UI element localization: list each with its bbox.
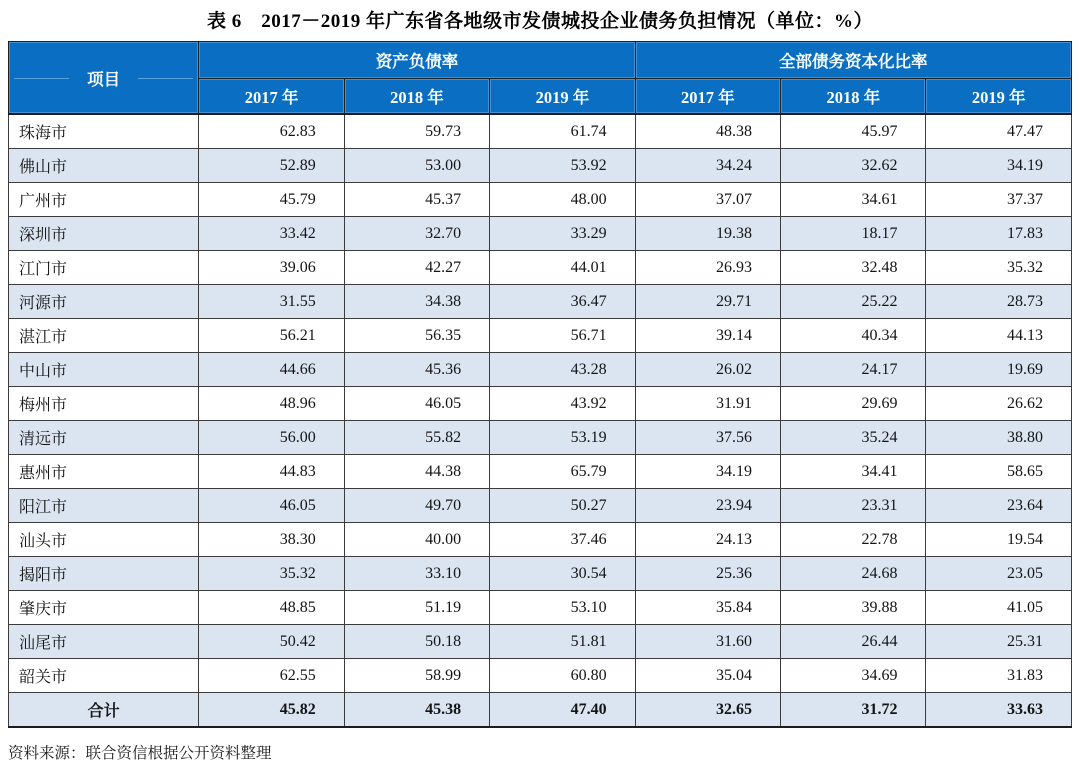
value-cell: 62.55 (199, 659, 344, 693)
value-cell: 49.70 (344, 489, 489, 523)
table-row (9, 353, 1072, 387)
value-cell: 34.24 (635, 149, 780, 183)
value-cell: 45.82 (199, 693, 344, 728)
value-cell: 23.94 (635, 489, 780, 523)
value-cell: 53.10 (490, 591, 635, 625)
value-cell: 55.82 (344, 421, 489, 455)
value-cell: 31.72 (781, 693, 926, 728)
city-name-cell: 广州市 (9, 183, 199, 217)
table-title: 表 6 2017－2019 年广东省各地级市发债城投企业债务负担情况（单位：%） (206, 11, 873, 32)
value-cell: 33.42 (199, 217, 344, 251)
value-cell: 43.92 (490, 387, 635, 421)
value-cell: 59.73 (344, 114, 489, 149)
city-name-cell: 阳江市 (9, 489, 199, 523)
value-cell: 22.78 (781, 523, 926, 557)
value-cell: 26.93 (635, 251, 780, 285)
table-row (9, 285, 1072, 319)
value-cell: 39.14 (635, 319, 780, 353)
value-cell: 53.92 (490, 149, 635, 183)
table-row (9, 659, 1072, 693)
value-cell: 56.71 (490, 319, 635, 353)
value-cell: 24.68 (781, 557, 926, 591)
value-cell: 31.55 (199, 285, 344, 319)
table-row (9, 591, 1072, 625)
value-cell: 56.21 (199, 319, 344, 353)
table-row (9, 114, 1072, 149)
value-cell: 34.19 (635, 455, 780, 489)
value-cell: 19.54 (926, 523, 1072, 557)
value-cell: 38.80 (926, 421, 1072, 455)
value-cell: 56.00 (199, 421, 344, 455)
value-cell: 31.91 (635, 387, 780, 421)
value-cell: 44.83 (199, 455, 344, 489)
table-row (9, 251, 1072, 285)
total-row (9, 693, 1072, 728)
value-cell: 29.69 (781, 387, 926, 421)
value-cell: 50.27 (490, 489, 635, 523)
city-name-cell: 揭阳市 (9, 557, 199, 591)
value-cell: 52.89 (199, 149, 344, 183)
city-name-cell: 深圳市 (9, 217, 199, 251)
city-name-cell: 汕尾市 (9, 625, 199, 659)
value-cell: 42.27 (344, 251, 489, 285)
value-cell: 40.34 (781, 319, 926, 353)
value-cell: 32.62 (781, 149, 926, 183)
value-cell: 47.47 (926, 114, 1072, 149)
value-cell: 51.81 (490, 625, 635, 659)
value-cell: 56.35 (344, 319, 489, 353)
city-name-cell: 湛江市 (9, 319, 199, 353)
value-cell: 28.73 (926, 285, 1072, 319)
value-cell: 53.00 (344, 149, 489, 183)
table-row (9, 421, 1072, 455)
value-cell: 29.71 (635, 285, 780, 319)
value-cell: 58.65 (926, 455, 1072, 489)
value-cell: 36.47 (490, 285, 635, 319)
debt-burden-table (8, 41, 1072, 728)
value-cell: 30.54 (490, 557, 635, 591)
value-cell: 47.40 (490, 693, 635, 728)
table-row (9, 217, 1072, 251)
city-name-cell: 肇庆市 (9, 591, 199, 625)
value-cell: 40.00 (344, 523, 489, 557)
value-cell: 37.37 (926, 183, 1072, 217)
value-cell: 62.83 (199, 114, 344, 149)
value-cell: 39.06 (199, 251, 344, 285)
value-cell: 44.01 (490, 251, 635, 285)
value-cell: 37.07 (635, 183, 780, 217)
table-row (9, 149, 1072, 183)
value-cell: 34.41 (781, 455, 926, 489)
value-cell: 37.56 (635, 421, 780, 455)
value-cell: 25.31 (926, 625, 1072, 659)
value-cell: 61.74 (490, 114, 635, 149)
value-cell: 41.05 (926, 591, 1072, 625)
value-cell: 46.05 (344, 387, 489, 421)
value-cell: 24.13 (635, 523, 780, 557)
city-name-cell: 江门市 (9, 251, 199, 285)
city-name-cell: 汕头市 (9, 523, 199, 557)
value-cell: 26.62 (926, 387, 1072, 421)
value-cell: 44.13 (926, 319, 1072, 353)
value-cell: 60.80 (490, 659, 635, 693)
value-cell: 19.69 (926, 353, 1072, 387)
table-body (9, 114, 1072, 727)
value-cell: 23.05 (926, 557, 1072, 591)
value-cell: 32.70 (344, 217, 489, 251)
header-year-2018-debt: 2018 年 (781, 79, 926, 115)
header-group-asset-liability-ratio: 资产负债率 (199, 42, 635, 79)
value-cell: 65.79 (490, 455, 635, 489)
value-cell: 48.38 (635, 114, 780, 149)
city-name-cell: 珠海市 (9, 114, 199, 149)
value-cell: 34.61 (781, 183, 926, 217)
value-cell: 33.29 (490, 217, 635, 251)
value-cell: 18.17 (781, 217, 926, 251)
value-cell: 34.69 (781, 659, 926, 693)
value-cell: 45.38 (344, 693, 489, 728)
city-name-cell: 韶关市 (9, 659, 199, 693)
data-source-note: 资料来源：联合资信根据公开资料整理 (8, 745, 272, 762)
value-cell: 43.28 (490, 353, 635, 387)
value-cell: 51.19 (344, 591, 489, 625)
value-cell: 39.88 (781, 591, 926, 625)
value-cell: 35.84 (635, 591, 780, 625)
table-row (9, 523, 1072, 557)
header-item-column: 项目 (9, 42, 199, 115)
value-cell: 31.60 (635, 625, 780, 659)
value-cell: 58.99 (344, 659, 489, 693)
city-name-cell: 梅州市 (9, 387, 199, 421)
value-cell: 45.36 (344, 353, 489, 387)
header-year-2018-asset: 2018 年 (344, 79, 489, 115)
value-cell: 34.19 (926, 149, 1072, 183)
value-cell: 26.02 (635, 353, 780, 387)
value-cell: 50.42 (199, 625, 344, 659)
value-cell: 25.22 (781, 285, 926, 319)
header-group-total-debt-capitalization-ratio: 全部债务资本化比率 (635, 42, 1071, 79)
table-row (9, 319, 1072, 353)
city-name-cell: 惠州市 (9, 455, 199, 489)
value-cell: 24.17 (781, 353, 926, 387)
city-name-cell: 中山市 (9, 353, 199, 387)
value-cell: 48.00 (490, 183, 635, 217)
city-name-cell: 河源市 (9, 285, 199, 319)
value-cell: 33.63 (926, 693, 1072, 728)
value-cell: 48.85 (199, 591, 344, 625)
value-cell: 17.83 (926, 217, 1072, 251)
value-cell: 23.64 (926, 489, 1072, 523)
value-cell: 50.18 (344, 625, 489, 659)
table-row (9, 387, 1072, 421)
table-row (9, 183, 1072, 217)
city-name-cell: 合计 (9, 693, 199, 728)
value-cell: 53.19 (490, 421, 635, 455)
value-cell: 31.83 (926, 659, 1072, 693)
value-cell: 45.97 (781, 114, 926, 149)
value-cell: 26.44 (781, 625, 926, 659)
table-row (9, 557, 1072, 591)
value-cell: 25.36 (635, 557, 780, 591)
value-cell: 38.30 (199, 523, 344, 557)
value-cell: 32.65 (635, 693, 780, 728)
value-cell: 44.38 (344, 455, 489, 489)
header-year-2017-asset: 2017 年 (199, 79, 344, 115)
value-cell: 37.46 (490, 523, 635, 557)
city-name-cell: 清远市 (9, 421, 199, 455)
value-cell: 35.32 (926, 251, 1072, 285)
value-cell: 35.24 (781, 421, 926, 455)
header-year-2017-debt: 2017 年 (635, 79, 780, 115)
value-cell: 45.79 (199, 183, 344, 217)
table-row (9, 455, 1072, 489)
table-header (9, 42, 1072, 115)
value-cell: 34.38 (344, 285, 489, 319)
value-cell: 32.48 (781, 251, 926, 285)
table-row (9, 489, 1072, 523)
value-cell: 35.04 (635, 659, 780, 693)
value-cell: 48.96 (199, 387, 344, 421)
value-cell: 45.37 (344, 183, 489, 217)
city-name-cell: 佛山市 (9, 149, 199, 183)
table-row (9, 625, 1072, 659)
value-cell: 44.66 (199, 353, 344, 387)
value-cell: 35.32 (199, 557, 344, 591)
header-year-2019-debt: 2019 年 (926, 79, 1072, 115)
value-cell: 23.31 (781, 489, 926, 523)
value-cell: 19.38 (635, 217, 780, 251)
header-year-2019-asset: 2019 年 (490, 79, 635, 115)
value-cell: 33.10 (344, 557, 489, 591)
value-cell: 46.05 (199, 489, 344, 523)
